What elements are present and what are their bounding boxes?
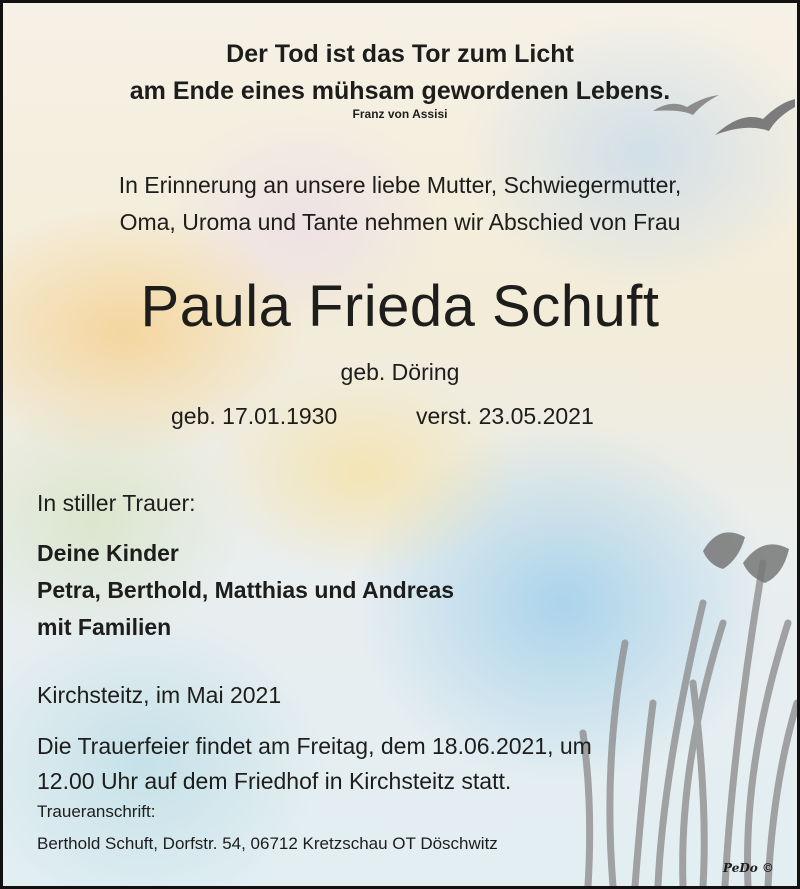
death-date: verst. 23.05.2021 [416,403,594,429]
intro-line-1: In Erinnerung an unsere liebe Mutter, Schwiegermutter, [118,172,682,198]
artist-signature: PeDo © [723,861,774,875]
deceased-name: Paula Frieda Schuft [140,274,660,339]
maiden-name: geb. Döring [340,359,460,385]
address-value: Berthold Schuft, Dorfstr. 54, 06712 Kretzschau OT Döschwitz [37,834,498,853]
mourners-line-2: Petra, Berthold, Matthias und Andreas [37,577,455,603]
funeral-line-1: Die Trauerfeier findet am Freitag, dem 18.06.2021, um [37,733,592,759]
place-date: Kirchsteitz, im Mai 2021 [37,682,282,708]
mourners-line-3: mit Familien [37,614,172,640]
grass-icon [583,563,797,886]
grass-seedhead-icon [703,532,789,583]
motto-line-1: Der Tod ist das Tor zum Licht [226,40,574,68]
birth-date: geb. 17.01.1930 [171,403,338,429]
intro-line-2: Oma, Uroma und Tante nehmen wir Abschied von Frau [119,209,681,235]
mourners-intro: In stiller Trauer: [37,490,196,516]
funeral-line-2: 12.00 Uhr auf dem Friedhof in Kirchsteitz statt. [37,768,512,794]
address-label: Traueranschrift: [37,802,156,821]
motto-line-2: am Ende eines mühsam gewordenen Lebens. [129,77,671,105]
mourners-line-1: Deine Kinder [37,540,179,566]
motto-author: Franz von Assisi [352,107,448,121]
